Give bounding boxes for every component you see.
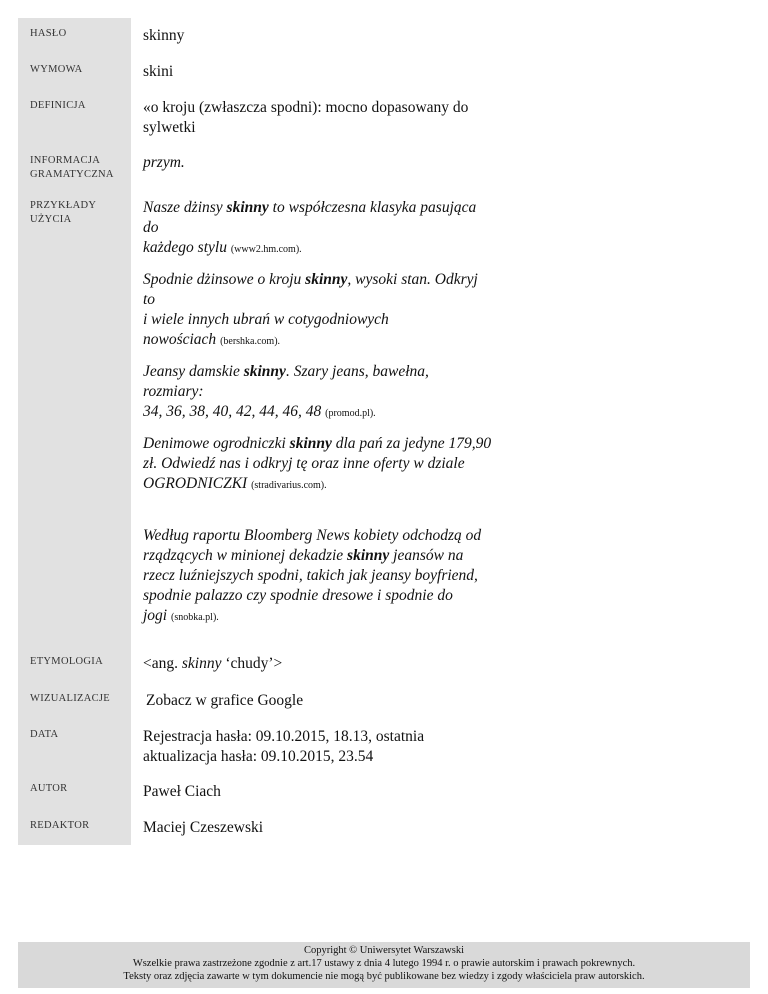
google-images-link[interactable]: Zobacz w grafice Google bbox=[146, 692, 304, 709]
example-source: (snobka.pl) bbox=[171, 612, 217, 623]
etymology-word: skinny bbox=[181, 655, 222, 672]
usage-example: Nasze dżinsy skinny to współczesna klasyka pasująca do każdego stylu (www2.hm.com). bbox=[143, 199, 477, 256]
keyword: skinny bbox=[305, 271, 348, 288]
label-wizualizacje: WIZUALIZACJE bbox=[30, 693, 110, 704]
pronunciation: skini bbox=[143, 63, 174, 80]
usage-example: Denimowe ogrodniczki skinny dla pań za jedyne 179,90 zł. Odwiedź nas i odkryj tę oraz inne oferty w dziale OGRODNICZKI (stradivarius.com). bbox=[143, 435, 492, 492]
keyword: skinny bbox=[289, 435, 332, 452]
label-etymologia: ETYMOLOGIA bbox=[30, 656, 103, 667]
etymology: <ang. skinny ‘chudy’> bbox=[143, 655, 283, 672]
label-data: DATA bbox=[30, 729, 59, 740]
label-informacja-line2: GRAMATYCZNA bbox=[30, 169, 114, 180]
definition-line1: «o kroju (zwłaszcza spodni): mocno dopasowany do bbox=[143, 99, 469, 116]
dates-line2: aktualizacja hasła: 09.10.2015, 23.54 bbox=[143, 748, 374, 765]
editor: Maciej Czeszewski bbox=[143, 819, 264, 836]
definition-line2: sylwetki bbox=[143, 119, 196, 136]
label-przyklady-line2: UŻYCIA bbox=[30, 214, 72, 225]
keyword: skinny bbox=[226, 199, 269, 216]
grammar-info: przym. bbox=[143, 154, 185, 171]
label-haslo: HASŁO bbox=[30, 28, 67, 39]
headword: skinny bbox=[143, 27, 185, 44]
usage-example: Według raportu Bloomberg News kobiety odchodzą od rządzących w minionej dekadzie skinny jeansów na rzecz luźniejszych spodni, takich jak jeansy boyfriend, spodnie palazzo czy spodnie dresowe i spodnie do jogi (snobka.pl). bbox=[143, 527, 482, 624]
footer-line2: Wszelkie prawa zastrzeżone zgodnie z art.17 ustawy z dnia 4 lutego 1994 r. o prawie autorskim i prawach pokrewnych. bbox=[132, 958, 636, 969]
example-source: (bershka.com) bbox=[220, 336, 278, 347]
footer-line3: Teksty oraz zdjęcia zawarte w tym dokumencie nie mogą być publikowane bez wiedzy i zgody właściciela praw autorskich. bbox=[123, 971, 645, 982]
dates-line1: Rejestracja hasła: 09.10.2015, 18.13, ostatnia bbox=[143, 728, 425, 745]
usage-example: Spodnie dżinsowe o kroju skinny, wysoki stan. Odkryj to i wiele innych ubrań w cotygodniowych nowościach (bershka.com). bbox=[143, 271, 478, 348]
label-wymowa: WYMOWA bbox=[30, 64, 83, 75]
example-source: (stradivarius.com) bbox=[251, 480, 325, 491]
label-przyklady-uzycia bbox=[30, 199, 96, 227]
label-przyklady-line1: PRZYKŁADY bbox=[30, 200, 97, 211]
copyright-footer bbox=[18, 942, 750, 988]
example-source: (www2.hm.com) bbox=[230, 244, 300, 255]
label-informacja-line1: INFORMACJA bbox=[30, 155, 101, 166]
keyword: skinny bbox=[347, 547, 390, 564]
keyword: skinny bbox=[243, 363, 286, 380]
dates bbox=[143, 727, 493, 767]
usage-example: Jeansy damskie skinny. Szary jeans, bawełna, rozmiary: 34, 36, 38, 40, 42, 44, 46, 48 (promod.pl). bbox=[143, 363, 429, 420]
label-column-background bbox=[18, 18, 131, 845]
label-informacja-gramatyczna bbox=[30, 154, 114, 182]
footer-line1: Copyright © Uniwersytet Warszawski bbox=[303, 945, 465, 956]
label-definicja: DEFINICJA bbox=[30, 100, 86, 111]
definition bbox=[143, 98, 493, 138]
author: Paweł Ciach bbox=[143, 783, 221, 800]
example-source: (promod.pl) bbox=[325, 408, 374, 419]
label-redaktor: REDAKTOR bbox=[30, 820, 90, 831]
label-autor: AUTOR bbox=[30, 783, 68, 794]
